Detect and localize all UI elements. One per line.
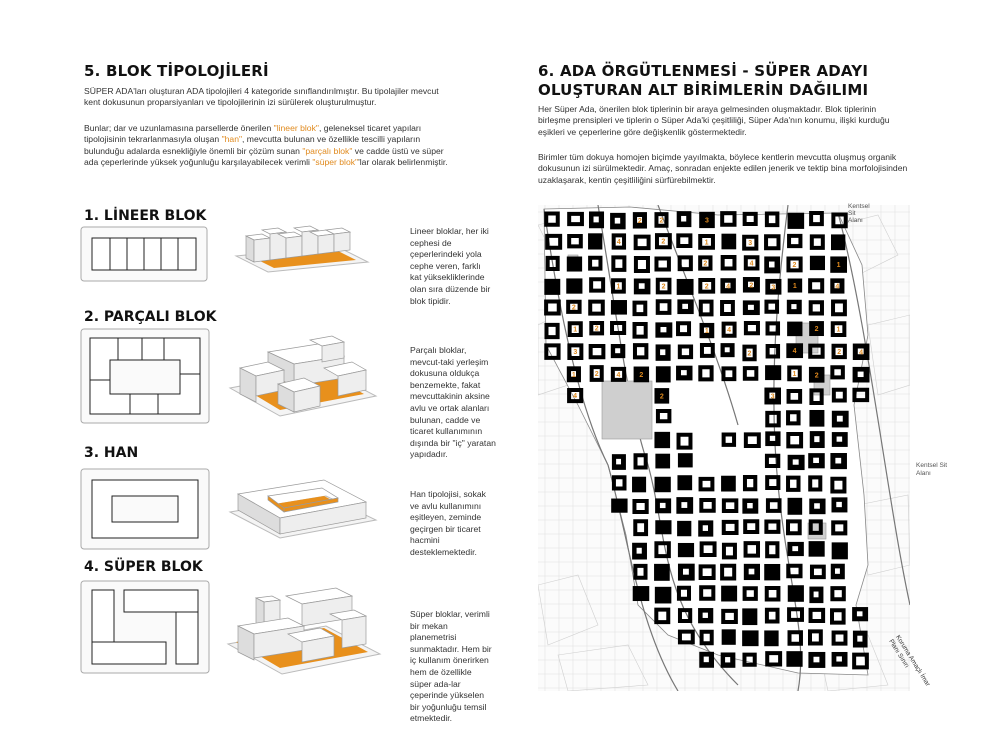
map-block	[678, 564, 695, 581]
map-block	[654, 564, 670, 581]
map-label-kentsel-sit-top: Kentsel Sit Alanı	[848, 203, 870, 224]
map-block	[721, 586, 737, 602]
map-block-type-number: 4	[859, 349, 864, 357]
highlight-parcali-blok: "parçalı blok"	[302, 145, 353, 156]
map-label-kentsel-sit-right: Kentsel Sit Alanı	[916, 462, 948, 477]
map-block	[612, 454, 626, 470]
map-block	[632, 543, 647, 560]
map-block	[676, 366, 692, 381]
intro-text-i: 'lar olarak belirlenmiştir.	[358, 157, 448, 168]
map-block	[787, 542, 803, 556]
map-block	[744, 564, 760, 580]
map-block-type-number: 4	[726, 283, 731, 291]
map-block-type-number: 2	[637, 217, 642, 225]
map-block	[742, 630, 758, 646]
map-block	[764, 256, 780, 273]
map-block	[698, 520, 713, 536]
map-block	[787, 300, 802, 314]
map-block	[722, 629, 736, 644]
map-block-type-number: 3	[704, 217, 709, 225]
map-block	[832, 652, 848, 667]
intro-text-g: ve cadde üstü ve süper ada çeperlerinde yüksek yoğunluğu karşılayabilecek verimli	[84, 145, 444, 168]
intro-text-c: , geleneksel ticaret yapıları tipolojisinin tekrarlanmasıyla oluşan	[84, 123, 422, 145]
map-block	[655, 322, 672, 337]
map-block	[678, 543, 694, 557]
plan-super-block	[80, 580, 210, 674]
map-block-type-number: 2	[704, 283, 709, 291]
map-block	[743, 300, 760, 315]
map-block-type-number: 1	[573, 326, 578, 334]
map-block	[633, 586, 650, 601]
map-block	[786, 651, 802, 667]
map-block	[611, 499, 627, 513]
map-block	[656, 366, 671, 382]
map-block	[853, 367, 870, 383]
map-block-type-number: 3	[771, 284, 776, 292]
map-block-type-number: 2	[661, 283, 666, 291]
right-paragraph-1: Her Süper Ada, önerilen blok tiplerinin bir araya gelmesinden oluşmaktadır. Blok tiplerinin birleşme prensipleri ve tiplerin o Süper Ada'ki çeşitliliği, Süper Ada'nın konumu, ilişki kurduğu eşikleri ve çeperlerine göre değişkenlik göstermektedir.	[538, 104, 890, 137]
map-block	[742, 498, 758, 513]
axon-parcali-block	[228, 318, 378, 428]
map-block-type-number: 1	[704, 328, 709, 336]
map-block	[611, 300, 627, 315]
map-block	[830, 453, 847, 469]
section-title-block-typologies: 5. BLOK TİPOLOJİLERİ	[84, 62, 269, 80]
map-block	[765, 431, 780, 446]
map-block-type-number: 4	[573, 393, 578, 401]
map-block-type-number: 2	[594, 371, 599, 379]
map-block	[655, 498, 671, 513]
plan-han	[80, 468, 210, 550]
map-block	[677, 279, 694, 295]
type-desc-lineer: Lineer bloklar, her iki cephesi de çeperlerindeki yola cephe veren, farklı kat yüksekliklerinde olan sıra düzende bir blok tipidir.	[410, 226, 491, 306]
plan-parcali-block	[80, 328, 210, 424]
map-block	[831, 497, 847, 512]
map-block	[588, 233, 602, 249]
map-block-type-number: 2	[792, 261, 797, 269]
map-block-type-number: 2	[659, 393, 664, 401]
map-block	[831, 564, 845, 580]
intro-text-e: , mevcutta bulunan ve özellikle tescilli yapıların bulunduğu adalarda esnekliğiyle önemli bir çözüm sunan	[84, 134, 421, 156]
map-block-type-number: 2	[747, 350, 752, 358]
map-block-type-number: 1	[792, 370, 797, 378]
highlight-han: "han"	[221, 134, 243, 145]
map-block-type-number: 4	[835, 283, 840, 291]
map-block	[788, 498, 803, 515]
map-block	[567, 257, 582, 272]
intro-text-a: Bunlar; dar ve uzunlamasına parsellerde önerilen	[84, 123, 274, 133]
map-block-type-number: 1	[836, 262, 841, 270]
map-block-type-number: 4	[727, 327, 731, 335]
map-block	[788, 213, 805, 229]
type-desc-super: Süper bloklar, verimli bir mekan planemetrisi sunmaktadır. Hem bir iç kullanım önerirken hem de özellikle süper ada-lar çeperinde yükselen bir yoğunluğu temsil etmektedir.	[410, 609, 492, 724]
map-block	[764, 630, 778, 646]
map-block-type-number: 2	[814, 326, 819, 334]
map-block	[655, 477, 671, 492]
map-block-type-number: 2	[703, 260, 708, 268]
map-block-type-number: 2	[837, 348, 842, 356]
map-block	[611, 344, 625, 358]
map-block	[787, 322, 802, 337]
map-block	[832, 411, 849, 428]
map-block	[677, 211, 692, 227]
map-block	[721, 343, 735, 357]
map-block-type-number: 2	[639, 371, 644, 379]
map-block	[632, 477, 646, 493]
right-paragraph-2: Birimler tüm dokuya homojen biçimde yayılmakta, böylece kentlerin mevcutta oluşmuş organik dokusunun izi sürülmektedir. Amaç, sonradan enjekte edilen jenerik ve tektip bina morfolojisinden uzaklaşarak, kentin çeşitliliğini sürfürebilmektir.	[538, 152, 908, 185]
map-block	[721, 476, 736, 492]
type-desc-parcali: Parçalı bloklar, mevcut-taki yerleşim dokusuna oldukça benzemekte, fakat mevcuttakinin aksine avlu ve ortak alanları bulunan, cadde ve ticaret kullanımının dışında bir "iç" yaratan yapıdadır.	[410, 345, 496, 460]
intro-paragraph-1: SÜPER ADA'ları oluşturan ADA tipolojileri 4 kategoride sınıflandırılmıştır. Bu tipolajiler mevcut kent dokusunun proparsiyanları ve tipolojilerinin izi sürülerek oluşturulmuştur.	[84, 86, 439, 108]
map-block	[809, 499, 825, 515]
map-block-type-number: 2	[661, 238, 666, 246]
map-block	[764, 564, 780, 580]
map-block	[831, 234, 845, 250]
map-block	[853, 631, 868, 648]
map-block	[742, 608, 757, 625]
axon-super-block	[226, 584, 382, 684]
type-title-super: 4. SÜPER BLOK	[84, 559, 203, 575]
map-block	[721, 234, 736, 250]
map-block-type-number: 1	[571, 371, 576, 379]
map-block	[678, 453, 693, 467]
type-title-parcali: 2. PARÇALI BLOK	[84, 309, 217, 325]
map-block-type-number: 2	[749, 282, 754, 290]
map-block-type-number: 2	[594, 325, 599, 333]
type-title-lineer: 1. LİNEER BLOK	[84, 208, 207, 224]
map-block-type-number: 3	[748, 240, 753, 248]
map-block	[677, 475, 692, 490]
map-block	[655, 520, 671, 534]
map-block-type-number: 1	[792, 283, 797, 291]
map-block	[654, 432, 670, 448]
map-block	[832, 542, 848, 559]
map-block	[699, 652, 714, 668]
map-block-type-number: 4	[616, 238, 621, 246]
map-block-type-number: 3	[573, 349, 578, 357]
map-block	[698, 608, 713, 623]
type-title-han: 3. HAN	[84, 445, 139, 461]
axon-han	[228, 462, 378, 548]
map-block	[810, 431, 825, 448]
map-block	[852, 607, 868, 621]
highlight-super-blok: "süper blok"	[312, 157, 359, 168]
map-block-type-number: 1	[836, 326, 841, 334]
map-block-type-number: 1	[704, 239, 709, 247]
map-block-type-number: 3	[770, 393, 775, 401]
map-block-type-number: 1	[616, 283, 621, 291]
map-block	[788, 455, 805, 470]
map-block	[809, 410, 824, 427]
map-block-type-number: 2	[659, 217, 664, 225]
map-block	[721, 652, 736, 667]
map-block	[677, 521, 691, 536]
map-block	[676, 497, 693, 514]
map-block-type-number: 2	[814, 372, 819, 380]
map-block	[808, 453, 825, 468]
map-block-type-number: 4	[792, 348, 797, 356]
map-block	[765, 365, 781, 380]
intro-paragraph-2	[84, 123, 459, 169]
super-block-map	[538, 205, 910, 691]
map-block	[634, 279, 651, 295]
map-block-type-number: 2	[571, 304, 576, 312]
map-block	[655, 454, 670, 469]
map-block	[589, 211, 604, 228]
section-title-ada-orgutlenmesi: 6. ADA ÖRGÜTLENMESİ - SÜPER ADAYI OLUŞTURAN ALT BİRİMLERİN DAĞILIMI	[538, 62, 869, 99]
map-block-type-number: 4	[749, 260, 754, 268]
map-block-type-number: 4	[616, 371, 621, 379]
map-block	[656, 344, 671, 360]
axon-lineer-block	[232, 214, 372, 284]
map-block	[810, 256, 825, 270]
highlight-lineer-blok: "lineer blok"	[273, 123, 319, 133]
map-block	[788, 585, 804, 602]
map-block	[544, 279, 560, 295]
map-block	[566, 278, 582, 293]
map-block	[655, 587, 672, 604]
type-desc-han: Han tipolojisi, sokak ve avlu kullanımını eşitleyen, zeminde geçirgen bir ticaret hacmini desteklemektedir.	[410, 489, 486, 557]
plan-lineer-block	[80, 226, 208, 282]
map-block	[809, 587, 823, 604]
map-block	[677, 299, 693, 314]
map-block	[808, 652, 825, 668]
map-label-koruma-plan-siniri: Koruma Amaçlı İmar Planı Sınırı	[887, 634, 932, 688]
map-block	[832, 432, 848, 447]
map-block	[809, 541, 825, 557]
map-block	[610, 213, 626, 229]
